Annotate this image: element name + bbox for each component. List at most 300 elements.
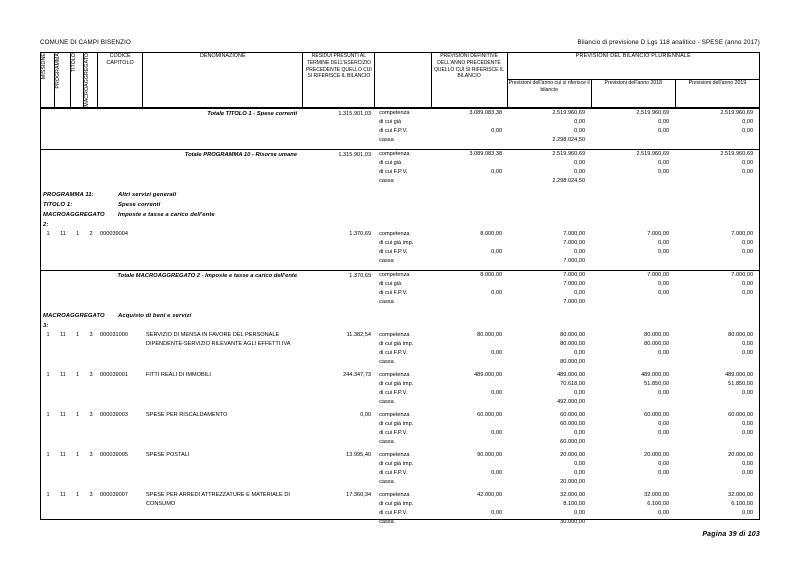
cell-missione: 1 <box>46 451 50 458</box>
cell-macroaggregato: 3 <box>89 331 93 338</box>
line-label: competenza <box>379 451 410 458</box>
table-row <box>41 451 759 460</box>
previsioni-definitive-value: 489.000,00 <box>474 371 503 378</box>
cell-blank <box>675 210 759 230</box>
anno-2019-value: 0,00 <box>742 289 754 296</box>
group-key: TITOLO 1: <box>43 201 73 208</box>
anno-2018-value: 0,00 <box>658 389 670 396</box>
anno-corrente-value: 0,00 <box>574 127 586 134</box>
denominazione-line-1: SPESE PER ARREDI ATTREZZATURE E MATERIALE DI <box>146 491 290 498</box>
previsioni-definitive-value <box>431 380 507 389</box>
anno-corrente-value: 0,00 <box>574 389 586 396</box>
anno-2018-value: 0,00 <box>658 239 670 246</box>
cell-blank <box>431 311 507 331</box>
anno-corrente-value: 7.000,00 <box>563 257 586 264</box>
cell-blank <box>303 527 375 531</box>
cell-blank <box>303 311 375 331</box>
line-label: di cui F.P.V. <box>379 429 408 436</box>
residui-value: 1.370,69 <box>303 270 375 307</box>
previsioni-definitive-value <box>431 358 507 367</box>
anno-2018-value <box>591 358 675 367</box>
anno-2019-value: 20.000,00 <box>728 451 754 458</box>
cell-denominazione <box>143 371 303 407</box>
denominazione-line-1: SERVIZIO DI MENSA IN FAVORE DEL PERSONALE <box>146 331 280 338</box>
anno-2018-value: 0,00 <box>658 420 670 427</box>
anno-corrente-value: 0,00 <box>574 429 586 436</box>
line-label: cassa <box>379 257 394 264</box>
cell-blank <box>591 311 675 331</box>
anno-2018-value <box>591 298 675 307</box>
anno-corrente-value: 0,00 <box>574 469 586 476</box>
cell-programma: 11 <box>60 230 66 237</box>
anno-2019-value: 489.000,00 <box>725 371 754 378</box>
anno-2018-value: 51.850,00 <box>644 380 670 387</box>
table-body <box>40 108 760 525</box>
cell-titolo: 1 <box>75 371 80 378</box>
cell-blank <box>84 527 98 531</box>
cell-codice-capitolo: 000039004 <box>100 230 128 237</box>
anno-2019-value: 0,00 <box>742 159 754 166</box>
cell-blank <box>431 527 507 531</box>
denominazione-line-1: SPESE POSTALI <box>146 451 190 458</box>
cell-blank <box>143 527 303 531</box>
cell-codice-capitolo: 000039005 <box>100 451 128 458</box>
table-row <box>41 371 759 380</box>
anno-2019-value: 0,00 <box>742 460 754 467</box>
anno-2019-value <box>675 257 759 266</box>
cell-macroaggregato: 2 <box>89 230 93 237</box>
anno-2018-value: 7.000,00 <box>647 230 670 237</box>
line-label: di cui già imp. <box>379 500 414 507</box>
line-label: di cui F.P.V. <box>379 349 408 356</box>
group-heading-row <box>41 210 759 230</box>
residui-value: 17.360,34 <box>346 491 372 498</box>
anno-corrente-value: 80.000,00 <box>560 331 586 338</box>
anno-corrente-value: 32.000,00 <box>560 491 586 498</box>
residui-value: 1.370,69 <box>349 230 372 237</box>
line-label: di cui già imp. <box>379 340 414 347</box>
cell-missione: 1 <box>46 491 50 498</box>
cell-programma: 11 <box>60 491 66 498</box>
table-row <box>41 230 759 239</box>
anno-2019-value: 80.000,00 <box>728 331 754 338</box>
previsioni-definitive-value: 0,00 <box>491 248 503 255</box>
anno-2018-value: 80.000,00 <box>644 340 670 347</box>
header-codice-line1: CODICE <box>109 53 131 59</box>
header-codice-line2: CAPITOLO <box>106 59 134 66</box>
cell-missione: 1 <box>46 411 50 418</box>
anno-2019-value: 7.000,00 <box>675 270 759 280</box>
table-row <box>41 491 759 500</box>
anno-2019-value: 0,00 <box>742 280 754 287</box>
line-label: cassa <box>379 478 394 485</box>
total-label: Totale PROGRAMMA 10 - Risorse umane <box>41 149 303 186</box>
anno-2018-value: 20.000,00 <box>644 451 670 458</box>
previsioni-definitive-value <box>431 500 507 509</box>
group-value: Imposte e tasse a carico dell'ente <box>118 211 215 218</box>
previsioni-definitive-value: 0,00 <box>491 389 503 396</box>
document-header <box>40 36 760 46</box>
header-programma: PROGRAMMA <box>55 53 71 108</box>
line-label: di cui già imp. <box>379 460 414 467</box>
cell-denominazione <box>143 411 303 447</box>
anno-2018-value: 0,00 <box>658 118 670 125</box>
anno-2019-value: 32.000,00 <box>728 491 754 498</box>
previsioni-definitive-value: 0,00 <box>491 469 503 476</box>
previsioni-definitive-value: 0,00 <box>491 127 503 134</box>
anno-corrente-value: 0,00 <box>574 168 586 175</box>
anno-2018-value <box>591 478 675 487</box>
residui-value: 1.315.901,03 <box>303 149 375 186</box>
cell-blank <box>303 210 375 230</box>
cell-titolo: 1 <box>75 331 80 338</box>
line-label: di cui F.P.V. <box>379 248 408 255</box>
group-value: Altri servizi generali <box>118 191 177 198</box>
denominazione-line-2: CONSUMO <box>146 500 176 507</box>
header-macroaggregato: MACROAGGREGATO <box>84 53 98 108</box>
line-label: di cui già <box>379 118 402 125</box>
line-label: competenza <box>375 149 431 159</box>
anno-2019-value <box>675 136 759 145</box>
previsioni-definitive-value <box>431 239 507 248</box>
anno-2019-value: 0,00 <box>742 340 754 347</box>
anno-2019-value: 6.100,00 <box>731 500 754 507</box>
anno-2018-value: 80.000,00 <box>644 331 670 338</box>
row-spacer <box>41 527 759 531</box>
residui-value: 1.315.901,03 <box>303 108 375 145</box>
previsioni-definitive-value <box>431 257 507 266</box>
cell-blank <box>507 527 591 531</box>
cell-blank <box>591 210 675 230</box>
previsioni-definitive-value <box>431 136 507 145</box>
anno-2018-value: 6.100,00 <box>647 500 670 507</box>
anno-corrente-value: 2.519.960,69 <box>507 149 591 159</box>
table-body-grid <box>41 108 759 531</box>
anno-2018-value: 0,00 <box>658 248 670 255</box>
anno-2019-value: 0,00 <box>742 168 754 175</box>
cell-blank <box>507 200 591 210</box>
header-titolo: TITOLO <box>71 53 84 108</box>
anno-2019-value: 0,00 <box>742 248 754 255</box>
group-value: Acquisto di beni e servizi <box>118 312 192 319</box>
cell-blank <box>303 190 375 200</box>
line-label: cassa <box>379 438 394 445</box>
anno-2019-value: 60.000,00 <box>728 411 754 418</box>
anno-2019-value: 0,00 <box>742 509 754 516</box>
total-row <box>41 149 759 159</box>
anno-corrente-value: 0,00 <box>574 248 586 255</box>
previsioni-definitive-value: 3.089.083,38 <box>431 108 507 118</box>
page-footer: Pagina 39 di 103 <box>702 531 760 538</box>
anno-2018-value: 0,00 <box>658 429 670 436</box>
line-label: di cui già imp. <box>379 380 414 387</box>
previsioni-definitive-value <box>431 177 507 186</box>
anno-corrente-value: 7.000,00 <box>563 298 586 305</box>
line-label: di cui F.P.V. <box>379 127 408 134</box>
group-heading-row <box>41 311 759 331</box>
cell-blank <box>591 200 675 210</box>
anno-corrente-value: 60.000,00 <box>560 411 586 418</box>
cell-denominazione <box>143 451 303 487</box>
line-label: di cui F.P.V. <box>379 289 408 296</box>
cell-blank <box>507 311 591 331</box>
anno-corrente-value: 0,00 <box>574 460 586 467</box>
table-row <box>41 411 759 420</box>
line-label: competenza <box>375 270 431 280</box>
anno-2018-value: 0,00 <box>658 159 670 166</box>
denominazione-line-1: FITTI REALI DI IMMOBILI <box>146 371 211 378</box>
line-label: competenza <box>379 371 410 378</box>
previsioni-definitive-value: 8.000,00 <box>431 270 507 280</box>
header-missione: MISSIONE <box>41 53 55 108</box>
cell-blank <box>375 190 431 200</box>
previsioni-definitive-value <box>431 298 507 307</box>
cell-missione: 1 <box>46 371 50 378</box>
line-label: di cui già <box>379 159 402 166</box>
anno-2019-value: 0,00 <box>742 127 754 134</box>
cell-denominazione <box>143 331 303 367</box>
anno-2019-value <box>675 518 759 527</box>
anno-corrente-value: 60.000,00 <box>560 420 586 427</box>
header-residui: RESIDUI PRESUNTI AL TERMINE DELL'ESERCIZIO PRECEDENTE QUELLO CUI SI RIFERISCE IL BILANCIO <box>303 53 375 108</box>
residui-value: 0,00 <box>360 411 372 418</box>
anno-corrente-value: 489.000,00 <box>557 371 586 378</box>
anno-corrente-value: 80.000,00 <box>560 340 586 347</box>
anno-2018-value <box>591 398 675 407</box>
cell-macroaggregato: 3 <box>89 411 93 418</box>
anno-2019-value: 2.519.960,69 <box>675 149 759 159</box>
cell-blank <box>431 210 507 230</box>
cell-blank <box>41 527 55 531</box>
cell-blank <box>375 311 431 331</box>
cell-codice-capitolo: 000031000 <box>100 331 128 338</box>
previsioni-definitive-value <box>431 159 507 168</box>
previsioni-definitive-value <box>431 460 507 469</box>
anno-corrente-value: 8.100,00 <box>563 500 586 507</box>
line-label: competenza <box>375 108 431 118</box>
cell-codice-capitolo: 000039001 <box>100 371 128 378</box>
anno-2019-value: 0,00 <box>742 349 754 356</box>
anno-2018-value: 0,00 <box>658 460 670 467</box>
cell-blank <box>431 200 507 210</box>
line-label: di cui F.P.V. <box>379 469 408 476</box>
cell-titolo: 1 <box>75 411 80 418</box>
line-label: cassa <box>379 398 394 405</box>
anno-2019-value: 0,00 <box>742 389 754 396</box>
previsioni-definitive-value <box>431 280 507 289</box>
anno-2018-value <box>591 438 675 447</box>
table-column-headers <box>40 52 760 108</box>
entity-name: COMUNE DI CAMPI BISENZIO <box>40 39 131 46</box>
cell-blank <box>675 200 759 210</box>
cell-codice-capitolo: 000039003 <box>100 411 128 418</box>
cell-blank <box>591 527 675 531</box>
residui-value: 244.347,73 <box>343 371 372 378</box>
anno-corrente-value: 0,00 <box>574 159 586 166</box>
line-label: cassa <box>379 358 394 365</box>
previsioni-definitive-value <box>431 518 507 527</box>
line-label: di cui già imp. <box>379 239 414 246</box>
denominazione-line-1: SPESE PER RISCALDAMENTO <box>146 411 228 418</box>
anno-2019-value <box>675 438 759 447</box>
cell-missione: 1 <box>46 331 50 338</box>
cell-blank <box>71 527 84 531</box>
anno-2018-value: 0,00 <box>658 127 670 134</box>
cell-blank <box>375 210 431 230</box>
anno-2018-value: 0,00 <box>658 289 670 296</box>
line-label: cassa <box>379 298 394 305</box>
line-label: di cui F.P.V. <box>379 389 408 396</box>
previsioni-definitive-value: 0,00 <box>491 509 503 516</box>
cell-blank <box>675 190 759 200</box>
cell-programma: 11 <box>60 451 66 458</box>
cell-macroaggregato: 3 <box>89 451 93 458</box>
total-row <box>41 270 759 280</box>
anno-2018-value <box>591 136 675 145</box>
previsioni-definitive-value: 0,00 <box>491 429 503 436</box>
anno-2019-value: 0,00 <box>742 118 754 125</box>
anno-2018-value <box>591 518 675 527</box>
anno-2019-value <box>675 478 759 487</box>
anno-2018-value: 60.000,00 <box>644 411 670 418</box>
anno-2019-value: 7.000,00 <box>731 230 754 237</box>
line-label: competenza <box>379 230 410 237</box>
group-heading-row <box>41 190 759 200</box>
cell-blank <box>303 200 375 210</box>
cell-blank <box>591 190 675 200</box>
cell-codice-capitolo: 000039007 <box>100 491 128 498</box>
anno-2018-value: 0,00 <box>658 509 670 516</box>
anno-2018-value <box>591 257 675 266</box>
line-label: cassa <box>379 518 394 525</box>
total-label: Totale MACROAGGREGATO 2 - Imposte e tasse a carico dell'ente <box>41 270 303 307</box>
anno-corrente-value: 2.298.024,50 <box>552 136 586 143</box>
line-label: di cui già <box>379 280 402 287</box>
anno-corrente-value: 2.519.960,69 <box>507 108 591 118</box>
cell-blank <box>507 210 591 230</box>
previsioni-definitive-value: 0,00 <box>491 289 503 296</box>
cell-programma: 11 <box>60 371 66 378</box>
anno-corrente-value: 0,00 <box>574 349 586 356</box>
cell-blank <box>675 311 759 331</box>
anno-2019-value: 0,00 <box>742 420 754 427</box>
line-label: cassa <box>379 177 394 184</box>
previsioni-definitive-value: 42.000,00 <box>477 491 503 498</box>
anno-corrente-value: 7.000,00 <box>563 230 586 237</box>
residui-value: 11.382,54 <box>346 331 372 338</box>
group-key: MACROAGGREGATO 3: <box>43 312 105 329</box>
anno-2019-value <box>675 298 759 307</box>
header-previsioni-definitive: PREVISIONI DEFINITIVE DELL'ANNO PRECEDENTE QUELLO CUI SI RIFERISCE IL BILANCIO <box>431 53 507 108</box>
group-heading-row <box>41 200 759 210</box>
cell-titolo: 1 <box>75 451 80 458</box>
anno-2019-value <box>675 358 759 367</box>
line-label: competenza <box>379 491 410 498</box>
anno-corrente-value: 20.000,00 <box>560 451 586 458</box>
group-value: Spese correnti <box>118 201 161 208</box>
cell-blank <box>431 190 507 200</box>
previsioni-definitive-value <box>431 398 507 407</box>
cell-missione: 1 <box>46 230 50 237</box>
anno-2018-value: 32.000,00 <box>644 491 670 498</box>
total-row <box>41 108 759 118</box>
cell-macroaggregato: 3 <box>89 491 93 498</box>
anno-corrente-value: 2.298.024,50 <box>552 177 586 184</box>
header-anno-2018: Previsioni dell'anno 2018 <box>591 80 675 107</box>
anno-2018-value: 0,00 <box>658 280 670 287</box>
anno-2018-value: 0,00 <box>658 168 670 175</box>
anno-2019-value: 2.519.960,69 <box>675 108 759 118</box>
group-key: MACROAGGREGATO 2: <box>43 211 105 228</box>
previsioni-definitive-value: 60.000,00 <box>477 411 503 418</box>
header-row-top <box>41 53 760 80</box>
cell-blank <box>507 190 591 200</box>
header-denominazione: DENOMINAZIONE <box>143 53 303 108</box>
anno-2019-value: 0,00 <box>742 469 754 476</box>
anno-2019-value <box>675 398 759 407</box>
anno-2018-value: 7.000,00 <box>591 270 675 280</box>
anno-2019-value <box>675 177 759 186</box>
previsioni-definitive-value <box>431 420 507 429</box>
line-label: cassa <box>379 136 394 143</box>
anno-corrente-value: 0,00 <box>574 509 586 516</box>
anno-2019-value: 0,00 <box>742 429 754 436</box>
anno-corrente-value: 492.000,00 <box>557 398 586 405</box>
anno-2018-value: 489.000,00 <box>641 371 670 378</box>
anno-corrente-value: 30.000,00 <box>560 518 586 525</box>
previsioni-definitive-value: 8.000,00 <box>480 230 503 237</box>
previsioni-definitive-value <box>431 118 507 127</box>
anno-2019-value: 51.850,00 <box>728 380 754 387</box>
cell-programma: 11 <box>60 411 66 418</box>
denominazione-line-2: DIPENDENTE-SERVIZIO RILEVANTE AGLI EFFETTI IVA <box>146 340 291 347</box>
previsioni-definitive-value: 90.000,00 <box>477 451 503 458</box>
anno-corrente-value: 0,00 <box>574 289 586 296</box>
anno-2018-value: 0,00 <box>658 469 670 476</box>
cell-blank <box>375 200 431 210</box>
anno-2018-value: 0,00 <box>658 349 670 356</box>
anno-corrente-value: 70.618,00 <box>560 380 586 387</box>
header-anno-corrente: Previsioni dell'anno cui si riferisce il bilancio <box>507 80 591 107</box>
anno-2018-value: 2.519.960,69 <box>591 149 675 159</box>
cell-denominazione <box>143 230 303 266</box>
anno-corrente-value: 7.000,00 <box>507 270 591 280</box>
header-codice-capitolo <box>98 53 143 108</box>
residui-value: 13.995,40 <box>346 451 372 458</box>
cell-denominazione <box>143 491 303 527</box>
anno-corrente-value: 20.000,00 <box>560 478 586 485</box>
anno-corrente-value: 80.000,00 <box>560 358 586 365</box>
anno-2019-value: 0,00 <box>742 239 754 246</box>
header-label-spacer <box>375 53 431 108</box>
header-anno-2019: Previsioni dell'anno 2019 <box>675 80 759 107</box>
cell-blank <box>55 527 71 531</box>
line-label: di cui già imp. <box>379 420 414 427</box>
cell-blank <box>98 527 143 531</box>
table-row <box>41 331 759 340</box>
line-label: di cui F.P.V. <box>379 168 408 175</box>
anno-2018-value: 2.519.960,69 <box>591 108 675 118</box>
anno-2018-value <box>591 177 675 186</box>
group-key: PROGRAMMA 11: <box>43 191 94 198</box>
total-label: Totale TITOLO 1 - Spese correnti <box>41 108 303 145</box>
header-previsioni-pluriennale: PREVISIONI DEL BILANCIO PLURIENNALE <box>507 53 759 80</box>
previsioni-definitive-value <box>431 478 507 487</box>
previsioni-definitive-value: 0,00 <box>491 349 503 356</box>
cell-blank <box>375 527 431 531</box>
previsioni-definitive-value: 3.089.083,38 <box>431 149 507 159</box>
anno-corrente-value: 7.000,00 <box>563 239 586 246</box>
